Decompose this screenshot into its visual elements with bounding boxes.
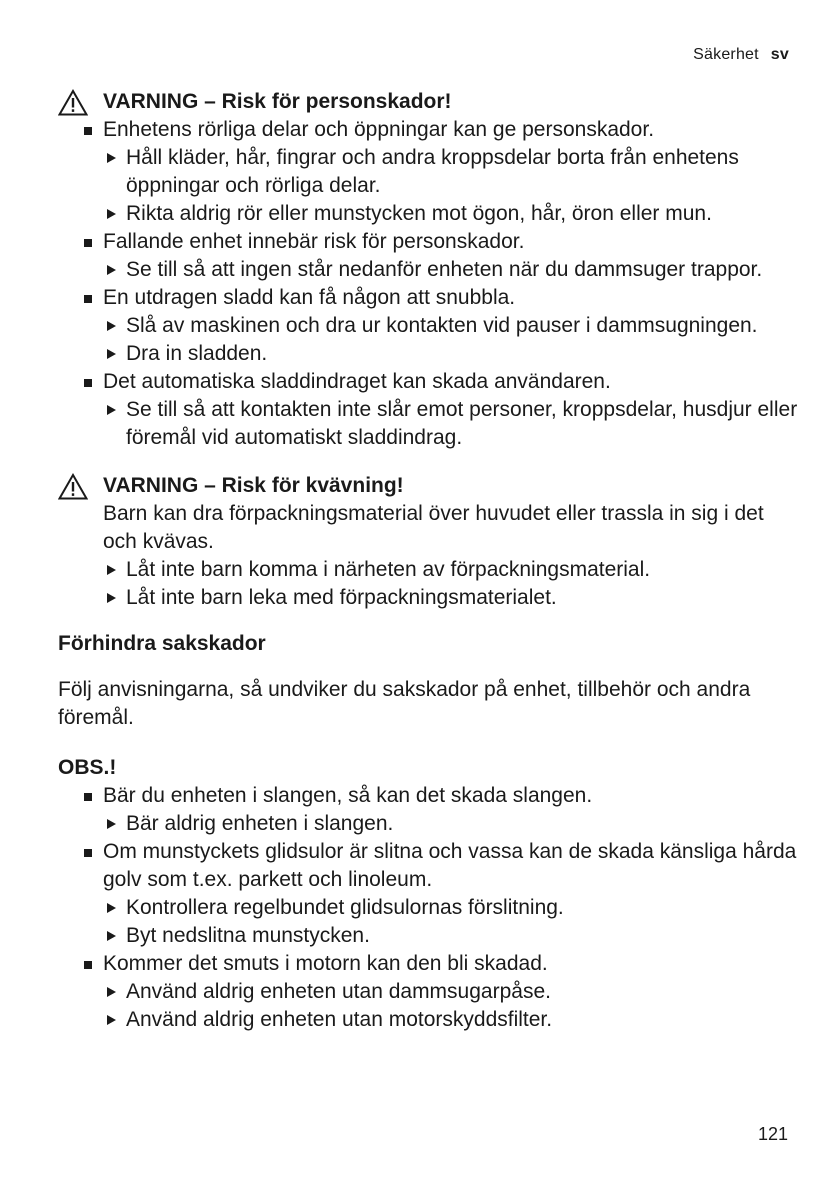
bullet-item: Det automatiska sladdindraget kan skada användaren. <box>58 368 798 396</box>
spacer <box>58 452 798 472</box>
warning-triangle-icon <box>58 473 88 500</box>
step-item: Se till så att kontakten inte slår emot personer, kroppsdelar, husdjur eller föremål vid automatiskt sladdindrag. <box>58 396 798 452</box>
header-section: Säkerhet <box>693 46 759 63</box>
bullet-item: Bär du enheten i slangen, så kan det skada slangen. <box>58 782 798 810</box>
step-item: Slå av maskinen och dra ur kontakten vid pauser i dammsugningen. <box>58 312 798 340</box>
warning-triangle-icon <box>58 89 88 116</box>
step-item: Kontrollera regelbundet glidsulornas förslitning. <box>58 894 798 922</box>
notice-title: OBS.! <box>58 756 117 779</box>
header-language: sv <box>770 46 789 63</box>
bullet-item: En utdragen sladd kan få någon att snubbla. <box>58 284 798 312</box>
step-item: Rikta aldrig rör eller munstycken mot ögon, hår, öron eller mun. <box>58 200 798 228</box>
step-item: Byt nedslitna munstycken. <box>58 922 798 950</box>
running-header <box>693 46 789 64</box>
step-item: Låt inte barn komma i närheten av förpackningsmaterial. <box>58 556 798 584</box>
step-item: Håll kläder, hår, fingrar och andra kroppsdelar borta från enhetens öppningar och rörliga delar. <box>58 144 798 200</box>
step-item: Se till så att ingen står nedanför enheten när du dammsuger trappor. <box>58 256 798 284</box>
bullet-item: Fallande enhet innebär risk för personskador. <box>58 228 798 256</box>
bullet-item: Kommer det smuts i motorn kan den bli skadad. <box>58 950 798 978</box>
section-heading: Förhindra sakskador <box>58 632 266 655</box>
section-intro: Följ anvisningarna, så undviker du sakskador på enhet, tillbehör och andra föremål. <box>58 678 751 729</box>
warning-suffocation-title <box>58 472 798 500</box>
page-content <box>58 88 798 1034</box>
bullet-item: Enhetens rörliga delar och öppningar kan ge personskador. <box>58 116 798 144</box>
page-number: 121 <box>757 1124 788 1144</box>
step-item: Bär aldrig enheten i slangen. <box>58 810 798 838</box>
step-item: Använd aldrig enheten utan motorskyddsfilter. <box>58 1006 798 1034</box>
step-item: Låt inte barn leka med förpackningsmaterialet. <box>58 584 798 612</box>
warning-personal-injury-title <box>58 88 798 116</box>
bullet-item: Om munstyckets glidsulor är slitna och vassa kan de skada känsliga hårda golv som t.ex. parkett och linoleum. <box>58 838 798 894</box>
step-item: Dra in sladden. <box>58 340 798 368</box>
warning-title-text: VARNING – Risk för kvävning! <box>103 474 404 497</box>
warning-description: Barn kan dra förpackningsmaterial över huvudet eller trassla in sig i det och kvävas. <box>103 502 764 553</box>
step-item: Använd aldrig enheten utan dammsugarpåse. <box>58 978 798 1006</box>
warning-title-text: VARNING – Risk för personskador! <box>103 90 452 113</box>
